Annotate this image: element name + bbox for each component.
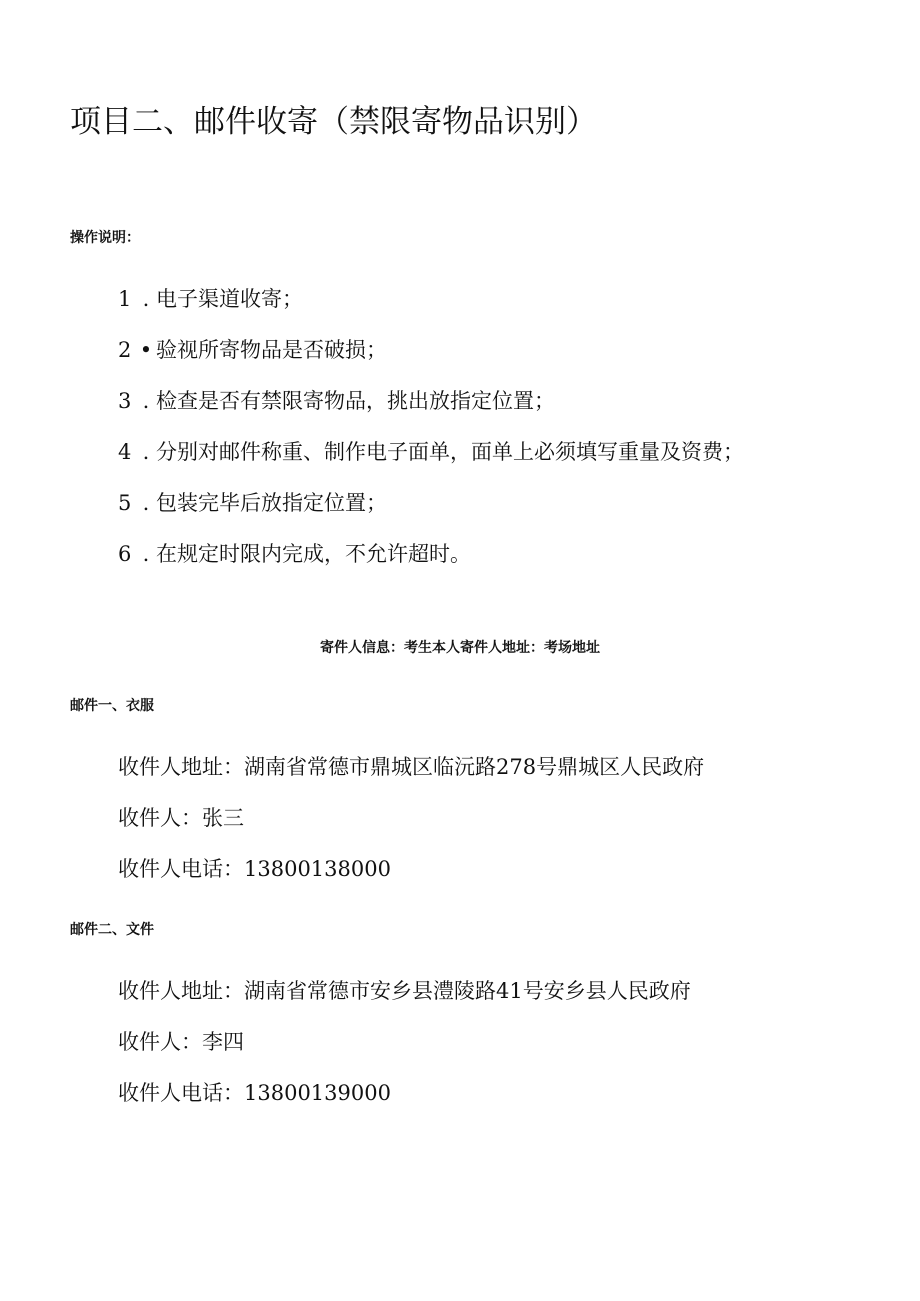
instruction-text: 电子渠道收寄； xyxy=(156,287,303,311)
instruction-text: 在规定时限内完成，不允许超时。 xyxy=(156,542,471,566)
instruction-separator: . xyxy=(142,389,150,413)
instruction-separator: . xyxy=(142,491,150,515)
recipient-name: 收件人：李四 xyxy=(118,1030,244,1054)
instructions-label: 操作说明： xyxy=(70,230,140,246)
recipient-address: 收件人地址：湖南省常德市鼎城区临沅路278号鼎城区人民政府 xyxy=(118,755,705,779)
instruction-text: 检查是否有禁限寄物品，挑出放指定位置； xyxy=(156,389,555,413)
recipient-block xyxy=(118,974,691,1127)
instruction-separator: • xyxy=(139,338,153,362)
instruction-separator: . xyxy=(142,440,150,464)
instruction-number: 1 xyxy=(118,287,132,311)
mail-item-heading: 邮件二、文件 xyxy=(70,922,154,938)
instruction-number: 2 xyxy=(118,338,132,362)
recipient-phone: 收件人电话：13800138000 xyxy=(118,857,391,881)
recipient-address: 收件人地址：湖南省常德市安乡县澧陵路41号安乡县人民政府 xyxy=(118,979,691,1003)
instruction-item xyxy=(118,333,744,384)
sender-info: 寄件人信息：考生本人寄件人地址：考场地址 xyxy=(320,640,600,656)
instruction-item xyxy=(118,537,744,588)
mail-item-heading: 邮件一、衣服 xyxy=(70,698,154,714)
recipient-name: 收件人：张三 xyxy=(118,806,244,830)
instruction-item xyxy=(118,486,744,537)
recipient-block xyxy=(118,750,704,903)
instruction-separator: . xyxy=(142,542,150,566)
recipient-phone: 收件人电话：13800139000 xyxy=(118,1081,391,1105)
instruction-number: 3 xyxy=(118,389,132,413)
instruction-item xyxy=(118,435,744,486)
instruction-number: 4 xyxy=(118,440,132,464)
instruction-separator: . xyxy=(142,287,150,311)
instruction-item xyxy=(118,282,744,333)
instruction-number: 6 xyxy=(118,542,132,566)
instruction-text: 分别对邮件称重、制作电子面单，面单上必须填写重量及资费； xyxy=(156,440,744,464)
instructions-list xyxy=(118,282,744,588)
instruction-item xyxy=(118,384,744,435)
instruction-text: 包装完毕后放指定位置； xyxy=(156,491,387,515)
page-title: 项目二、邮件收寄（禁限寄物品识别） xyxy=(70,104,597,140)
instruction-text: 验视所寄物品是否破损； xyxy=(156,338,387,362)
instruction-number: 5 xyxy=(118,491,132,515)
